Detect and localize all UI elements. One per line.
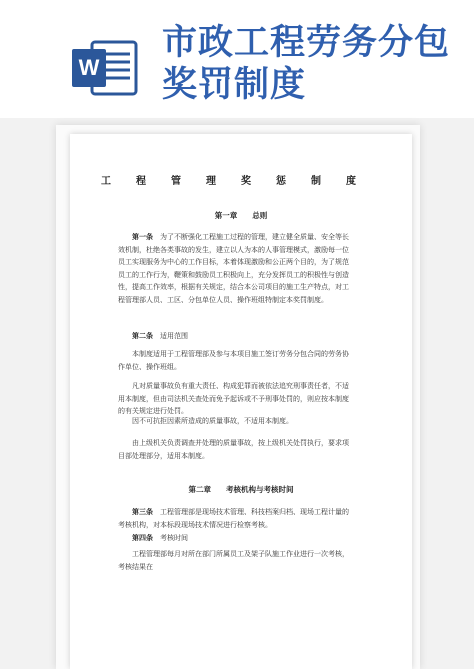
- document-page: [70, 134, 412, 669]
- header-banner: [0, 0, 474, 120]
- word-icon-letter: W: [78, 55, 100, 80]
- article-3-label: 第三条: [132, 508, 153, 516]
- paragraph-superior: 由上级机关负责调查并处理的质量事故，按上级机关处罚执行，要求项目部处理部分，适用本制度。: [118, 439, 349, 460]
- article-3-text: 工程管理部是现场技术管理、科技档案归档、现场工程计量的考核机构，对本标段现场技术情况进行检察考核。: [118, 508, 349, 529]
- article-1-text: 为了不断强化工程施工过程的管理，建立健全质量、安全等长效机制，杜绝各类事故的发生，建立以人为本的人事管理模式，激励每一位员工实现服务为中心的工作目标，本着体现激励和公正两个目的，为了规范员工的工作行为，鞭策和鼓励员工积极向上，充分发挥员工的积极性与创造性，提高工作效率，根据有关规定，结合本公司项目的施工生产特点，对工程管理部人员、工区、分包单位人员、操作班组特制定本奖罚制度。: [118, 233, 349, 304]
- paragraph-monthly: 工程管理部每月对所在部门所属员工及架子队施工作业进行一次考核，考核结果在: [118, 550, 349, 571]
- article-1-label: 第一条: [132, 233, 153, 241]
- chapter-2-heading: 第二章 考核机构与考核时间: [188, 485, 294, 494]
- article-4-text: 考核时间: [153, 534, 188, 542]
- article-2-text: 适用范围: [153, 332, 188, 340]
- title-line-2: 奖罚制度: [162, 65, 307, 105]
- article-4-label: 第四条: [132, 534, 153, 542]
- article-3: [118, 506, 354, 531]
- paragraph-quality: 凡对质量事故负有重大责任、构成犯罪而被依法追究刑事责任者，不适用本制度，但由司法机关查处而免予起诉或不予刑事处罚的，则应按本制度的有关规定进行处罚。: [118, 382, 349, 415]
- article-1: [118, 231, 354, 306]
- chapter-1-heading: 第一章 总则: [214, 211, 268, 220]
- document-title: 工程管理奖惩制度: [101, 176, 381, 187]
- article-2-label: 第二条: [132, 332, 153, 340]
- page-title: [162, 22, 450, 106]
- title-line-1: 市政工程劳务分包: [162, 23, 451, 63]
- word-document-icon: [70, 36, 138, 100]
- article-2: [118, 330, 354, 343]
- paragraph-force-majeure: 因不可抗拒因素所造成的质量事故，不适用本制度。: [132, 417, 293, 425]
- paragraph-scope: 本制度适用于工程管理部及参与本项目施工签订劳务分包合同的劳务协作单位、操作班组。: [118, 350, 349, 371]
- article-4: [118, 532, 354, 545]
